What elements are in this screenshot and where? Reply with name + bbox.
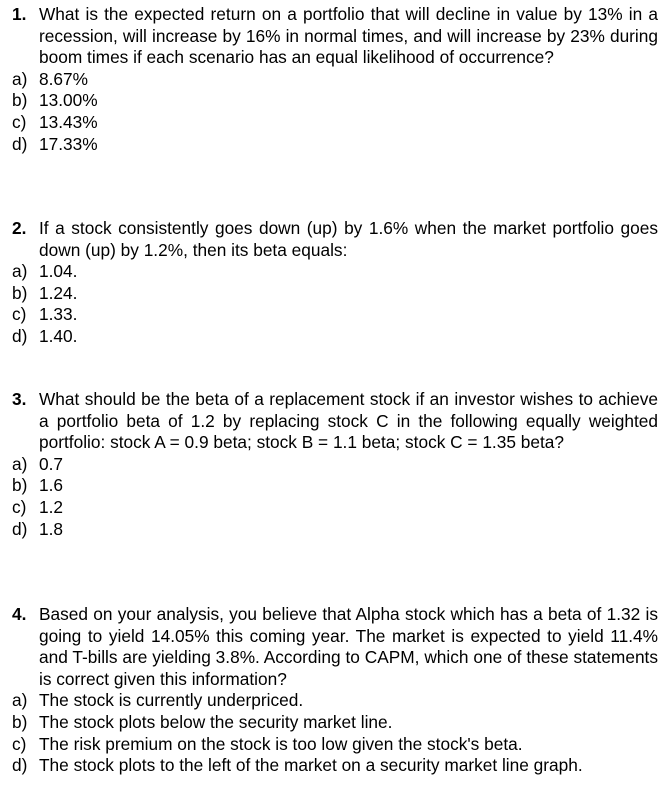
option-text: 1.33. [39,304,78,325]
question-1 [12,4,658,155]
option-a [12,690,658,712]
question-number: 2. [12,218,27,238]
option-text: 0.7 [39,453,64,474]
question-number: 4. [12,604,27,624]
option-c [12,304,658,326]
option-letter: a) [12,453,28,474]
option-letter: b) [12,90,28,111]
question-text: Based on your analysis, you believe that Alpha stock which has a beta of 1.32 is going to yield 14.05% this coming year. The market is expected to yield 11.4% and T-bills are yielding 3.8%. According to CAPM, which one of these statements is correct given this information? [39,604,658,689]
option-b [12,712,658,734]
option-c [12,734,658,756]
option-letter: a) [12,68,28,89]
option-text: 8.67% [39,68,89,89]
option-text: 17.33% [39,133,98,154]
option-text: 1.40. [39,325,78,346]
option-letter: a) [12,261,28,282]
option-b [12,283,658,305]
option-text: 1.2 [39,496,64,517]
option-letter: c) [12,304,27,325]
question-number: 3. [12,389,27,409]
option-d [12,134,658,156]
option-letter: d) [12,325,28,346]
question-2 [12,218,658,348]
option-text: The risk premium on the stock is too low given the stock's beta. [39,733,523,754]
option-text: The stock plots to the left of the market on a security market line graph. [39,755,583,776]
option-text: The stock plots below the security market line. [39,711,393,732]
question-text: What is the expected return on a portfolio that will decline in value by 13% in a recession, will increase by 16% in normal times, and will increase by 23% during boom times if each scenario has an equal likelihood of occurrence? [39,4,658,68]
answer-options [12,690,658,776]
answer-options [12,69,658,155]
option-b [12,90,658,112]
question-text: If a stock consistently goes down (up) by 1.6% when the market portfolio goes down (up) by 1.2%, then its beta equals: [39,218,658,260]
question-number: 1. [12,4,27,24]
option-d [12,519,658,541]
option-text: 13.00% [39,90,98,111]
option-letter: c) [12,496,27,517]
option-d [12,755,658,777]
option-c [12,112,658,134]
option-a [12,261,658,283]
option-letter: d) [12,133,28,154]
option-text: 1.04. [39,261,78,282]
option-letter: c) [12,111,27,132]
option-letter: a) [12,690,28,711]
option-text: 1.24. [39,282,78,303]
option-letter: d) [12,518,28,539]
option-text: 13.43% [39,111,98,132]
option-d [12,326,658,348]
option-a [12,69,658,91]
option-c [12,497,658,519]
option-text: 1.6 [39,475,64,496]
option-letter: b) [12,711,28,732]
option-letter: d) [12,755,28,776]
option-a [12,454,658,476]
option-b [12,475,658,497]
question-3 [12,389,658,540]
answer-options [12,454,658,540]
question-4 [12,604,658,777]
question-text: What should be the beta of a replacement stock if an investor wishes to achieve a portfolio beta of 1.2 by replacing stock C in the following equally weighted portfolio: stock A = 0.9 beta; stock B = 1.1 beta; stock C = 1.35 beta? [39,389,658,453]
answer-options [12,261,658,347]
option-text: 1.8 [39,518,64,539]
option-letter: b) [12,475,28,496]
option-letter: c) [12,733,27,754]
option-text: The stock is currently underpriced. [39,690,304,711]
option-letter: b) [12,282,28,303]
